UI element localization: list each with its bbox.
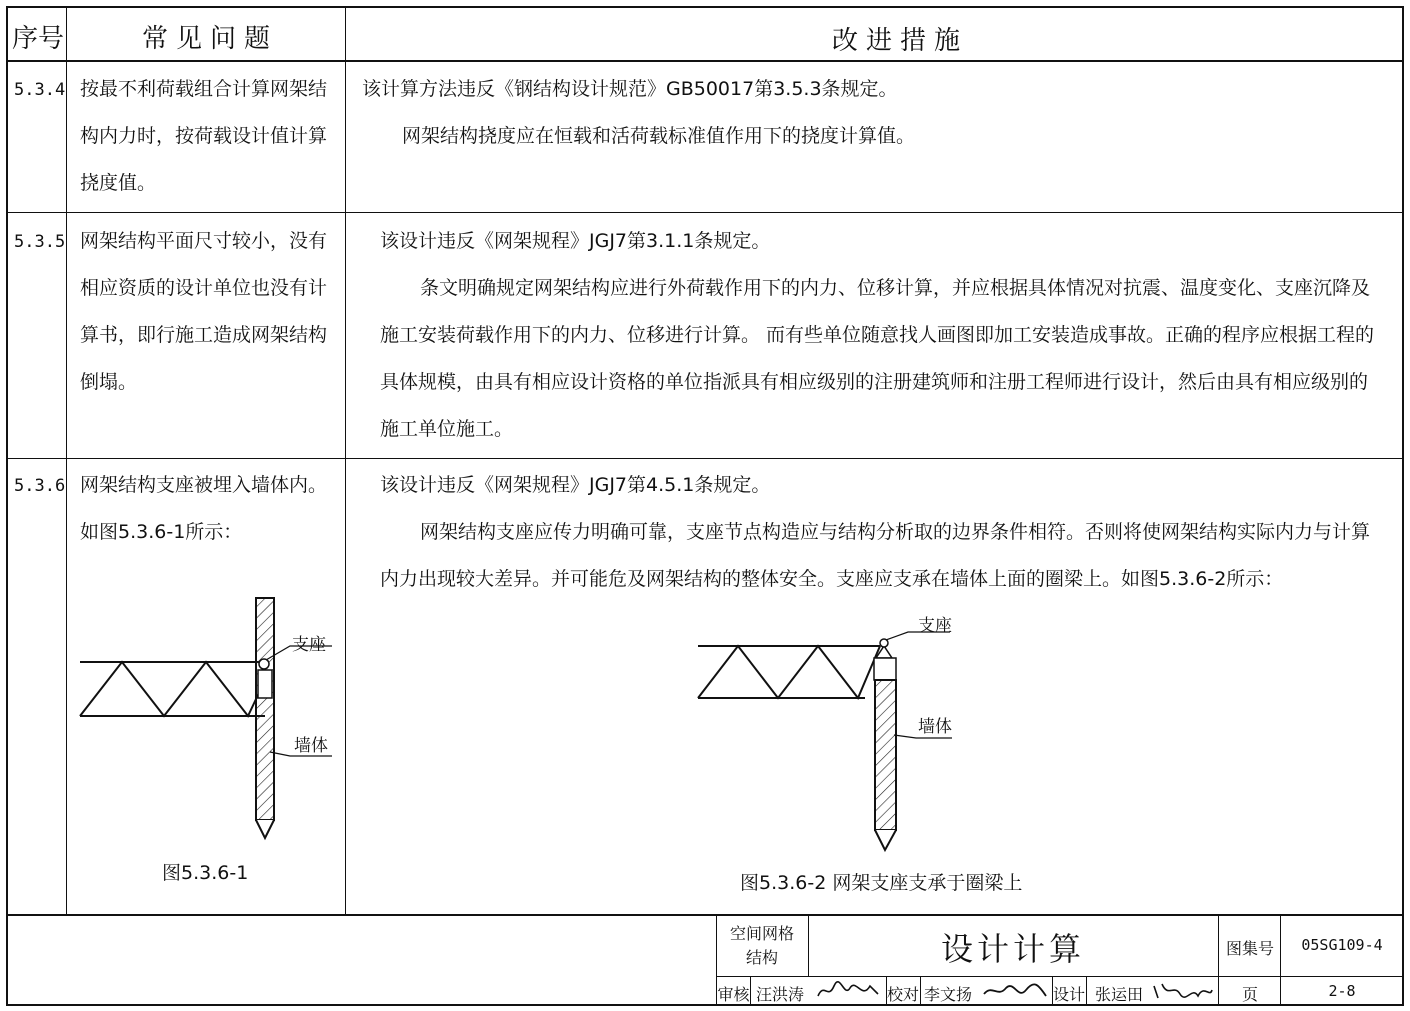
figure-embedded-support [0,580,345,880]
measure-line: 该计算方法违反《钢结构设计规范》GB50017第3.5.3条规定。 [362,78,898,100]
tb-atlas-no: 05SG109-4 [1301,936,1383,954]
border-bottom [6,1004,1404,1006]
row-index: 5.3.5 [14,232,66,252]
row2-bottom-line [6,458,1404,459]
tb-designer: 张运田 [1094,985,1143,1004]
fig1-caption: 图5.3.6-1 [162,862,249,884]
tb-title: 设计计算 [940,930,1085,968]
tb-checker: 李文扬 [923,985,972,1004]
tb-v-r5 [1086,976,1087,1005]
row-index: 5.3.4 [14,80,66,100]
designer-signature-icon [1150,980,1216,1002]
tb-v1 [808,916,809,976]
row-measure [380,218,1380,453]
tb-mid-h [716,976,1402,977]
measure-line: 网架结构支座应传力明确可靠，支座节点构造应与结构分析取的边界条件相符。否则将使网架结构实际内力与计算内力出现较大差异。并可能危及网架结构的整体安全。支座应支承在墙体上面的圈梁上。如图5.3.6-2所示： [380,521,1371,590]
fig1-label-support: 支座 [292,635,326,655]
row1-bottom-line [6,212,1404,213]
figure-support-on-ring-beam [680,610,1080,870]
fig2-label-wall: 墙体 [918,717,952,737]
table-bottom-line [6,914,1404,916]
reviewer-signature-icon [814,980,884,1002]
tb-category: 空间网格结构 [729,924,794,967]
row-problem: 网架结构平面尺寸较小，没有相应资质的设计单位也没有计算书，即行施工造成网架结构倒塌。 [80,230,328,393]
measure-line: 网架结构挠度应在恒载和活荷载标准值作用下的挠度计算值。 [402,125,916,147]
tb-page-no: 2-8 [1328,982,1356,1000]
border-top [6,6,1404,8]
header-bottom-line [6,60,1404,62]
tb-design-label: 设计 [1052,985,1085,1004]
measure-line: 该设计违反《网架规程》JGJ7第4.5.1条规定。 [380,474,771,496]
measure-line: 条文明确规定网架结构应进行外荷载作用下的内力、位移计算，并应根据具体情况对抗震、温度变化、支座沉降及施工安装荷载作用下的内力、位移进行计算。 而有些单位随意找人画图即加工安装造成事故。正确的程序应根据工程的具体规模，由具有相应设计资格的单位指派具有相应级别的注册建筑师和注册工程师进行设计，然后由具有相应级别的施工单位施工。 [380,277,1375,440]
tb-v3 [1280,916,1281,1005]
fig1-label-wall: 墙体 [294,736,328,756]
tb-reviewer: 汪洪涛 [755,985,804,1004]
col2-divider [345,6,346,916]
border-right [1402,6,1404,1006]
row-measure [380,462,1380,603]
header-measure: 改进措施 [832,26,969,56]
tb-check-label: 校对 [886,985,919,1004]
row-index: 5.3.6 [14,476,66,496]
row-problem: 网架结构支座被埋入墙体内。如图5.3.6-1所示： [80,474,328,543]
tb-page-label: 页 [1241,985,1258,1004]
fig2-caption: 图5.3.6-2 网架支座支承于圈梁上 [740,872,1023,894]
row-problem: 按最不利荷载组合计算网架结构内力时，按荷载设计值计算挠度值。 [80,78,328,194]
tb-v2 [1218,916,1219,1005]
fig2-label-support: 支座 [918,616,952,636]
row-measure [362,66,1367,160]
checker-signature-icon [980,980,1050,1002]
header-problem: 常见问题 [142,24,279,54]
header-index: 序号 [12,24,65,54]
tb-review-label: 审核 [717,985,750,1004]
tb-atlas-label: 图集号 [1225,939,1274,958]
measure-line: 该设计违反《网架规程》JGJ7第3.1.1条规定。 [380,230,771,252]
